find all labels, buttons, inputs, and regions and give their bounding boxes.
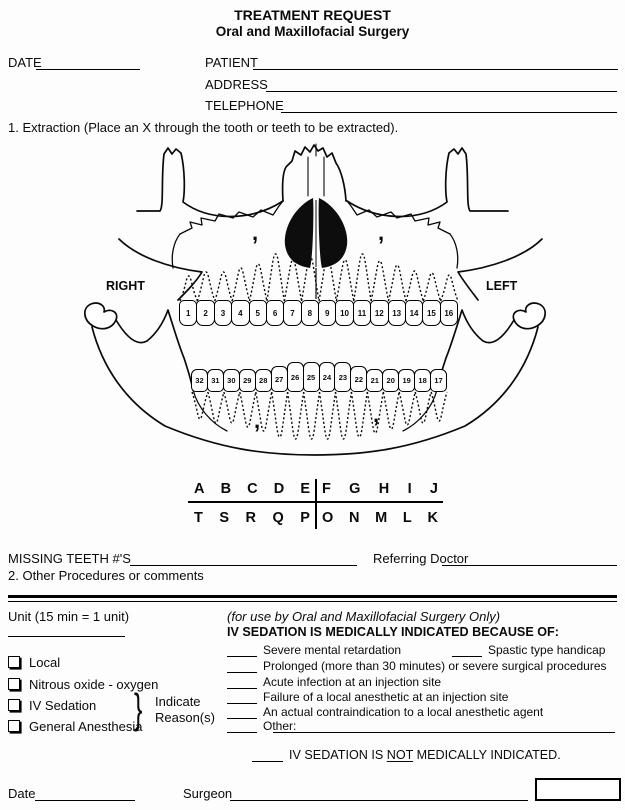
reason-row-1 xyxy=(227,643,401,657)
primary-tooth-M[interactable]: M xyxy=(375,510,388,526)
letters-vertical-line xyxy=(315,479,317,529)
primary-tooth-F[interactable]: F xyxy=(322,481,331,497)
reason5-label: An actual contraindication to a local anesthetic agent xyxy=(263,705,544,719)
referring-doctor-label: Referring Doctor xyxy=(373,551,469,566)
reason-row-5 xyxy=(227,705,543,719)
other-label: Other: xyxy=(263,719,297,733)
footer-date-blank[interactable] xyxy=(35,788,135,801)
iv-sedation-checkbox[interactable] xyxy=(8,699,20,711)
primary-tooth-K[interactable]: K xyxy=(427,510,438,526)
not-indicated-row xyxy=(252,748,561,762)
nitrous-label: Nitrous oxide - oxygen xyxy=(29,676,159,692)
tooth-22[interactable]: 22 xyxy=(350,366,367,392)
tooth-30[interactable]: 30 xyxy=(223,369,240,392)
indicate-label: Indicate xyxy=(155,694,201,709)
tooth-8[interactable]: 8 xyxy=(301,300,319,326)
tooth-19[interactable]: 19 xyxy=(398,369,415,392)
patient-blank[interactable] xyxy=(253,57,618,70)
reason4-blank[interactable] xyxy=(227,691,257,704)
left-side-label: LEFT xyxy=(486,279,518,293)
surgeon-label: Surgeon xyxy=(183,786,233,801)
section-divider xyxy=(8,595,617,602)
primary-tooth-L[interactable]: L xyxy=(402,510,412,526)
tooth-23[interactable]: 23 xyxy=(334,362,351,392)
tooth-1[interactable]: 1 xyxy=(179,300,197,326)
local-label: Local xyxy=(29,654,61,670)
for-use-note: (for use by Oral and Maxillofacial Surgery Only) xyxy=(227,609,501,624)
unit-label: Unit (15 min = 1 unit) xyxy=(8,609,130,624)
patient-label: PATIENT xyxy=(205,55,258,70)
referring-doctor-blank[interactable] xyxy=(442,553,617,566)
tooth-24[interactable]: 24 xyxy=(319,362,336,392)
not-indicated-blank[interactable] xyxy=(252,749,283,762)
telephone-blank[interactable] xyxy=(281,100,617,113)
reason-row-2 xyxy=(227,659,607,673)
tooth-4[interactable]: 4 xyxy=(231,300,249,326)
telephone-label: TELEPHONE xyxy=(205,98,284,113)
missing-teeth-label: MISSING TEETH #'S xyxy=(8,551,131,566)
missing-teeth-blank[interactable] xyxy=(130,553,357,566)
primary-tooth-Q[interactable]: Q xyxy=(272,510,284,526)
tooth-14[interactable]: 14 xyxy=(405,300,423,326)
primary-tooth-H[interactable]: H xyxy=(378,481,390,497)
primary-upper-right-letters xyxy=(194,481,310,497)
tooth-3[interactable]: 3 xyxy=(214,300,232,326)
tooth-26[interactable]: 26 xyxy=(287,362,304,392)
sedation-heading: IV SEDATION IS MEDICALLY INDICATED BECAUSE OF: xyxy=(227,625,559,639)
lower-teeth-row xyxy=(192,369,447,392)
other-text-blank[interactable] xyxy=(273,720,615,733)
tooth-11[interactable]: 11 xyxy=(353,300,371,326)
svg-text:,: , xyxy=(373,402,380,427)
primary-lower-left-letters xyxy=(322,510,438,526)
primary-upper-left-letters xyxy=(322,481,438,497)
tooth-32[interactable]: 32 xyxy=(191,369,208,392)
primary-lower-right-letters xyxy=(194,510,310,526)
stamp-box[interactable] xyxy=(535,778,621,801)
tooth-2[interactable]: 2 xyxy=(196,300,214,326)
reason3-label: Acute infection at an injection site xyxy=(263,675,442,689)
tooth-15[interactable]: 15 xyxy=(422,300,440,326)
surgeon-blank[interactable] xyxy=(230,788,528,801)
not-indicated-label: IV SEDATION IS NOT MEDICALLY INDICATED. xyxy=(289,748,561,762)
unit-blank[interactable] xyxy=(8,624,125,637)
primary-tooth-A[interactable]: A xyxy=(194,481,205,497)
tooth-chart xyxy=(80,140,550,470)
reason1-blank[interactable] xyxy=(227,644,257,657)
local-checkbox[interactable] xyxy=(8,656,20,668)
tooth-16[interactable]: 16 xyxy=(440,300,458,326)
date-label: DATE xyxy=(8,55,42,70)
date-blank[interactable] xyxy=(36,57,140,70)
spastic-blank[interactable] xyxy=(452,644,482,657)
general-anesthesia-label: General Anesthesia xyxy=(29,718,143,734)
footer-date-label: Date xyxy=(8,786,36,801)
checkbox-row-iv-sedation xyxy=(8,697,96,713)
primary-tooth-T[interactable]: T xyxy=(194,510,203,526)
primary-tooth-C[interactable]: C xyxy=(247,481,258,497)
checkbox-row-general-anesthesia xyxy=(8,718,142,734)
tooth-6[interactable]: 6 xyxy=(266,300,284,326)
tooth-roots xyxy=(180,254,458,439)
form-header xyxy=(0,0,625,40)
reason-row-3 xyxy=(227,675,441,689)
primary-tooth-S[interactable]: S xyxy=(219,510,230,526)
reason2-blank[interactable] xyxy=(227,660,257,673)
address-label: ADDRESS xyxy=(205,77,268,92)
tooth-12[interactable]: 12 xyxy=(370,300,388,326)
reason-row-4 xyxy=(227,690,508,704)
not-word: NOT xyxy=(386,748,414,762)
tooth-7[interactable]: 7 xyxy=(283,300,301,326)
spastic-label: Spastic type handicap xyxy=(488,643,606,657)
tooth-5[interactable]: 5 xyxy=(249,300,267,326)
primary-tooth-R[interactable]: R xyxy=(245,510,257,526)
reason4-label: Failure of a local anesthetic at an injection site xyxy=(263,690,509,704)
tooth-31[interactable]: 31 xyxy=(207,369,224,392)
primary-tooth-J[interactable]: J xyxy=(429,481,438,497)
reason5-blank[interactable] xyxy=(227,706,257,719)
reason1-label: Severe mental retardation xyxy=(263,643,402,657)
primary-tooth-B[interactable]: B xyxy=(220,481,232,497)
brace-glyph: } xyxy=(134,685,143,732)
tooth-18[interactable]: 18 xyxy=(414,369,431,392)
upper-teeth-row xyxy=(180,300,458,326)
form-title: TREATMENT REQUEST xyxy=(234,7,391,23)
tooth-27[interactable]: 27 xyxy=(271,366,288,392)
svg-text:,: , xyxy=(254,408,261,433)
general-anesthesia-checkbox[interactable] xyxy=(8,720,20,732)
primary-tooth-P[interactable]: P xyxy=(300,510,310,526)
tooth-9[interactable]: 9 xyxy=(318,300,336,326)
tooth-13[interactable]: 13 xyxy=(388,300,406,326)
primary-tooth-G[interactable]: G xyxy=(349,481,361,497)
reason-row-1b xyxy=(452,643,605,657)
svg-text:,: , xyxy=(252,220,259,245)
right-side-label: RIGHT xyxy=(106,279,145,293)
primary-tooth-I[interactable]: I xyxy=(407,481,412,497)
tooth-20[interactable]: 20 xyxy=(382,369,399,392)
primary-tooth-O[interactable]: O xyxy=(322,510,334,526)
tooth-28[interactable]: 28 xyxy=(255,369,272,392)
reason2-label: Prolonged (more than 30 minutes) or severe surgical procedures xyxy=(263,659,607,673)
checkbox-row-local xyxy=(8,654,60,670)
primary-tooth-E[interactable]: E xyxy=(300,481,310,497)
tooth-10[interactable]: 10 xyxy=(335,300,353,326)
section2-heading: 2. Other Procedures or comments xyxy=(8,568,204,583)
reason3-blank[interactable] xyxy=(227,676,257,689)
reasons-label: Reason(s) xyxy=(155,710,215,725)
section1-heading: 1. Extraction (Place an X through the tooth or teeth to be extracted). xyxy=(8,120,399,135)
tooth-25[interactable]: 25 xyxy=(303,362,320,392)
primary-tooth-N[interactable]: N xyxy=(348,510,360,526)
tooth-29[interactable]: 29 xyxy=(239,369,256,392)
form-subtitle: Oral and Maxillofacial Surgery xyxy=(215,24,410,39)
nitrous-checkbox[interactable] xyxy=(8,678,20,690)
other-blank[interactable] xyxy=(227,720,257,733)
primary-tooth-D[interactable]: D xyxy=(273,481,285,497)
svg-text:,: , xyxy=(378,220,385,245)
iv-sedation-label: IV Sedation xyxy=(29,697,97,713)
address-blank[interactable] xyxy=(266,79,617,92)
tooth-21[interactable]: 21 xyxy=(366,369,383,392)
tooth-17[interactable]: 17 xyxy=(430,369,447,392)
